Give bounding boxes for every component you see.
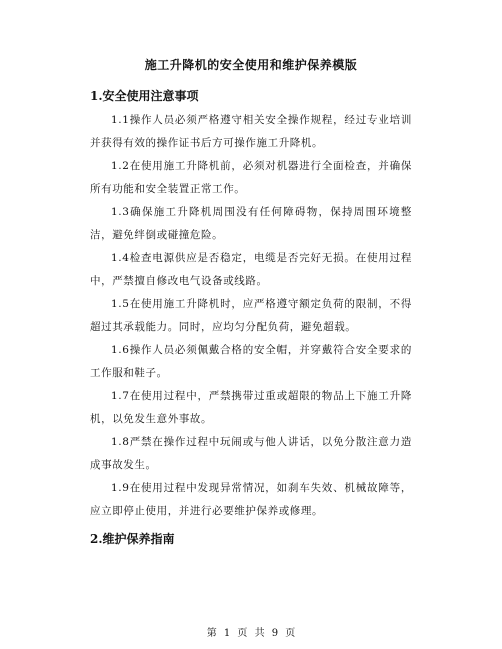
section-heading-maintenance: 2.维护保养指南 xyxy=(90,532,175,546)
paragraph-1-7: 1.7在使用过程中，严禁携带过重或超限的物品上下施工升降机，以免发生意外事故。 xyxy=(90,390,412,425)
paragraph-1-9: 1.9在使用过程中发现异常情况，如刹车失效、机械故障等，应立即停止使用，并进行必要维护保养或修理。 xyxy=(90,482,412,517)
paragraph-1-5: 1.5在使用施工升降机时，应严格遵守额定负荷的限制，不得超过其承载能力。同时，应均匀分配负荷，避免超载。 xyxy=(90,298,412,333)
paragraph-1-6: 1.6操作人员必须佩戴合格的安全帽，并穿戴符合安全要求的工作服和鞋子。 xyxy=(90,344,412,379)
document-title: 施工升降机的安全使用和维护保养模版 xyxy=(144,58,358,72)
page-footer: 第 1 页 共 9 页 xyxy=(206,628,296,639)
paragraph-1-8: 1.8严禁在操作过程中玩闹或与他人讲话，以免分散注意力造成事故发生。 xyxy=(90,436,412,471)
paragraph-1-4: 1.4检查电源供应是否稳定，电缆是否完好无损。在使用过程中，严禁擅自修改电气设备或线路。 xyxy=(90,252,412,287)
section-heading-safety: 1.安全使用注意事项 xyxy=(90,89,199,103)
paragraph-1-3: 1.3确保施工升降机周围没有任何障碍物，保持周围环境整洁，避免绊倒或碰撞危险。 xyxy=(90,206,412,241)
paragraph-1-2: 1.2在使用施工升降机前，必须对机器进行全面检查，并确保所有功能和安全装置正常工作。 xyxy=(90,160,412,195)
paragraph-1-1: 1.1操作人员必须严格遵守相关安全操作规程，经过专业培训并获得有效的操作证书后方可操作施工升降机。 xyxy=(90,114,412,149)
